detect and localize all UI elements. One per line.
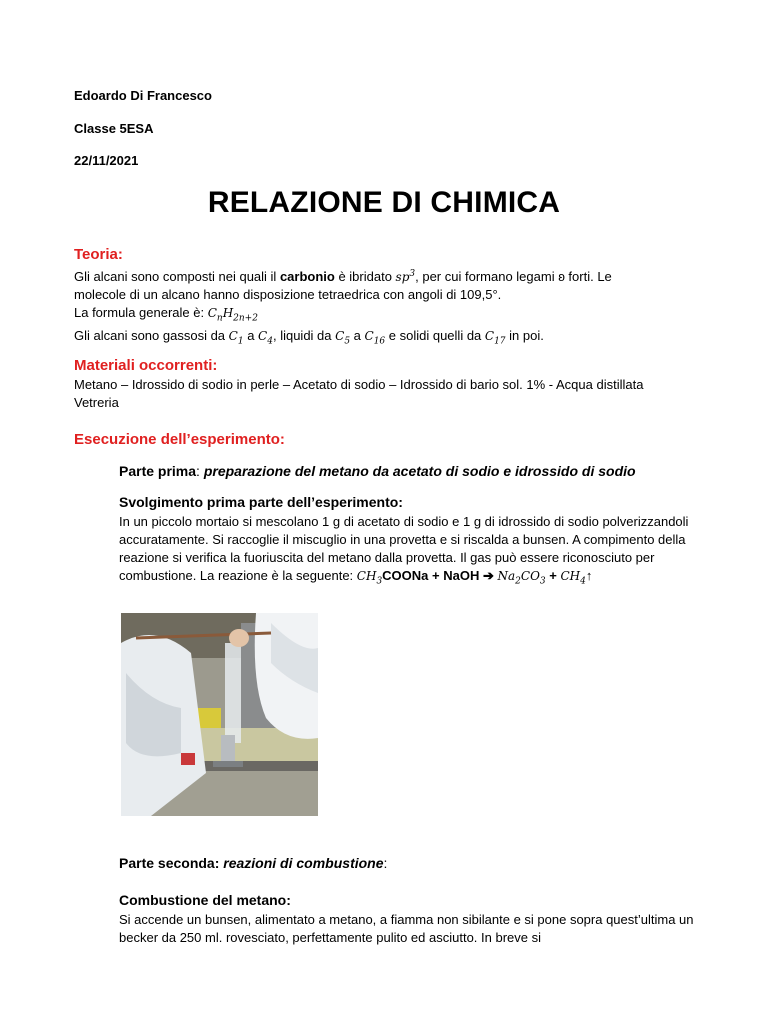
combustione-text: Si accende un bunsen, alimentato a metano, a fiamma non sibilante e si pone sopra quest’ultima un becker da 250 ml. rovesciato, perfettamente pulito ed asciutto. In breve si [119, 912, 694, 945]
parte-prima-heading: Parte prima: preparazione del metano da acetato di sodio e idrossido di sodio [119, 463, 636, 479]
date-label: 22/11/2021 [74, 153, 139, 168]
materiali-heading: Materiali occorrenti: [74, 357, 218, 374]
class-label: Classe 5ESA [74, 121, 154, 136]
general-formula: $C_nH_{2n+2}$ [207, 306, 258, 324]
teoria-line-2: molecole di un alcano hanno disposizione tetraedrica con angoli di 109,5°. [74, 287, 502, 302]
combustione-heading: Combustione del metano: [119, 892, 291, 908]
teoria-heading: Teoria: [74, 246, 123, 263]
svolgimento-text: In un piccolo mortaio si mescolano 1 g di acetato di sodio e 1 g di idrossido di sodio polverizzandoli accuratamente. Si raccoglie il miscuglio in una provetta e si riscalda a bunsen. A compimento della reazione si verifica la fuoriuscita del metano dalla provetta. Il gas può essere riconosciuto per combustione. La reazione è la seguente: $CH_3COONa$ + NaOH ➔ $Na_2CO_3$ + $CH_4↑$ [119, 514, 689, 587]
sigma-symbol: ʚ [558, 269, 565, 284]
materiali-text: Metano – Idrossido di sodio in perle – Acetato di sodio – Idrossido di bario sol. 1% - Acqua distillata Vetreria [74, 377, 644, 410]
author-name: Edoardo Di Francesco [74, 88, 212, 103]
svolgimento-heading: Svolgimento prima parte dell’esperimento: [119, 494, 403, 510]
experiment-photo [121, 613, 318, 816]
teoria-line-4: Gli alcani sono gassosi da $C_1$ a $C_4$, liquidi da $C_5$ a $C_{16}$ e solidi quelli da $C_{17}$ in poi. [74, 328, 544, 347]
esecuzione-heading: Esecuzione dell’esperimento: [74, 431, 285, 448]
teoria-line-1: Gli alcani sono composti nei quali il carbonio è ibridato $sp^3$, per cui formano legami ʚ forti. Le [74, 269, 612, 284]
teoria-line-3: La formula generale è: $C_nH_{2n+2}$ [74, 305, 258, 324]
teoria-text [74, 265, 684, 351]
parte-seconda-heading: Parte seconda: reazioni di combustione: [119, 855, 388, 871]
page-title: RELAZIONE DI CHIMICA [207, 186, 561, 219]
